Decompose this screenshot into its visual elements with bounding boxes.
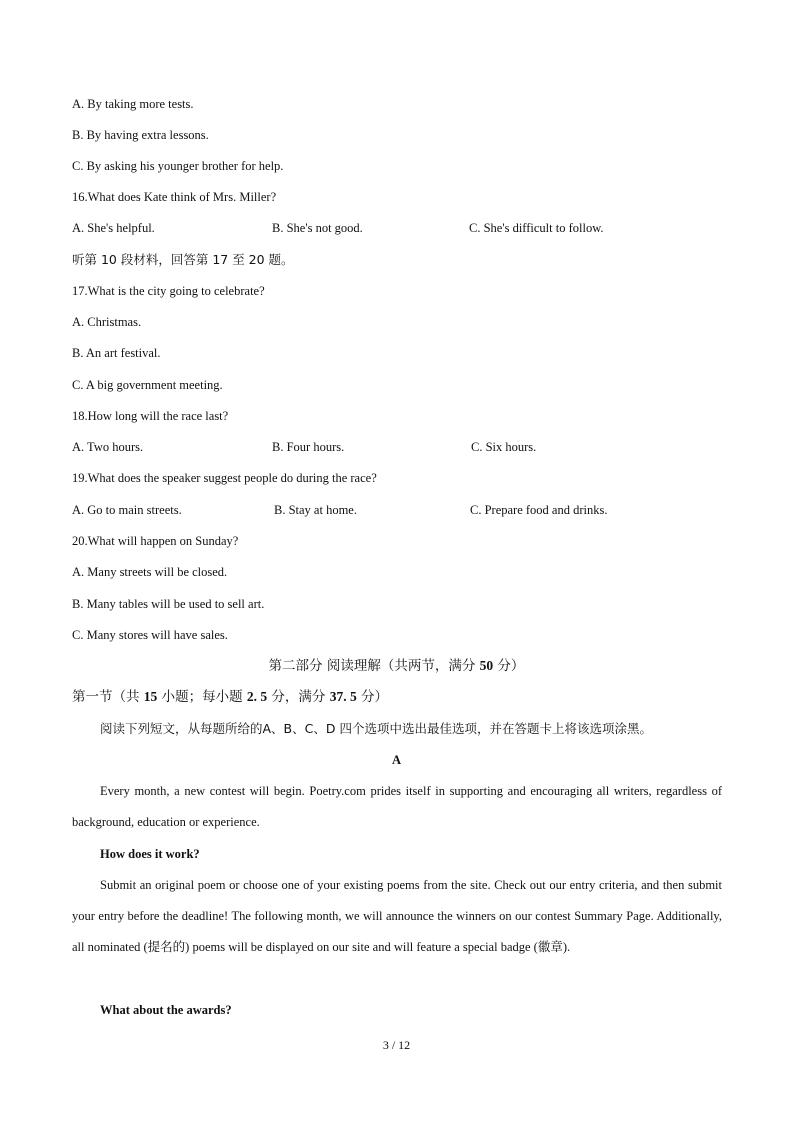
section1-each-score: 2. 5 (246, 689, 268, 704)
passage-paragraph-1: Every month, a new contest will begin. Poetry.com prides itself in supporting and encouraging all writers, regardless of background, education or experience. (72, 784, 722, 829)
q17-option-b: B. An art festival. (72, 346, 161, 360)
q18-option-a: A. Two hours. (72, 440, 144, 454)
q17-option-c: C. A big government meeting. (72, 378, 223, 392)
q17-question: 17.What is the city going to celebrate? (72, 284, 265, 298)
q17-option-a: A. Christmas. (72, 315, 142, 329)
q19-option-a: A. Go to main streets. (72, 503, 182, 517)
reading-instruction: 阅读下列短文，从每题所给的A、B、C、D 四个选项中选出最佳选项，并在答题卡上将该选项涂黑。 (100, 721, 652, 736)
q15-option-a: A. By taking more tests. (72, 97, 194, 111)
section-10-instruction: 听第 10 段材料，回答第 17 至 20 题。 (72, 252, 294, 267)
q20-option-a: A. Many streets will be closed. (72, 565, 228, 579)
q18-option-b: B. Four hours. (272, 440, 345, 454)
q20-option-b: B. Many tables will be used to sell art. (72, 597, 265, 611)
passage-heading-awards: What about the awards? (100, 1003, 232, 1017)
q20-question: 20.What will happen on Sunday? (72, 534, 239, 548)
part2-title-unit: 分） (493, 658, 525, 674)
q20-option-c: C. Many stores will have sales. (72, 628, 228, 642)
part2-title-score: 50 (479, 658, 494, 673)
section1-count: 15 (143, 689, 158, 704)
passage-heading-how: How does it work? (100, 847, 200, 861)
part2-title-text: 第二部分 阅读理解（共两节，满分 (268, 658, 480, 674)
q15-option-b: B. By having extra lessons. (72, 128, 209, 142)
q19-option-b: B. Stay at home. (274, 503, 357, 517)
section1-heading (72, 689, 388, 705)
page-number: 3 / 12 (382, 1038, 411, 1052)
q18-question: 18.How long will the race last? (72, 409, 229, 423)
q15-option-c: C. By asking his younger brother for help. (72, 159, 284, 173)
part2-title (0, 658, 793, 674)
section1-text-a: 第一节（共 (72, 689, 144, 705)
q16-option-a: A. She's helpful. (72, 221, 155, 235)
section1-text-g: 分） (356, 689, 389, 705)
section1-text-e: 分，满分 (267, 689, 330, 705)
q19-question: 19.What does the speaker suggest people do during the race? (72, 471, 377, 485)
q16-option-b: B. She's not good. (272, 221, 363, 235)
section1-total-score: 37. 5 (329, 689, 357, 704)
passage-paragraph-2: Submit an original poem or choose one of your existing poems from the site. Check out our entry criteria, and then submit your entry before the deadline! The following month, we will announce the winners on our contest Summary Page. Additionally, all nominated (提名的) poems will be displayed on our site and will feature a special badge (徽章). (72, 878, 722, 954)
section1-text-c: 小题；每小题 (157, 689, 247, 705)
q19-option-c: C. Prepare food and drinks. (470, 503, 608, 517)
passage-label: A (391, 753, 402, 767)
q16-option-c: C. She's difficult to follow. (469, 221, 604, 235)
q16-question: 16.What does Kate think of Mrs. Miller? (72, 190, 277, 204)
q18-option-c: C. Six hours. (471, 440, 537, 454)
